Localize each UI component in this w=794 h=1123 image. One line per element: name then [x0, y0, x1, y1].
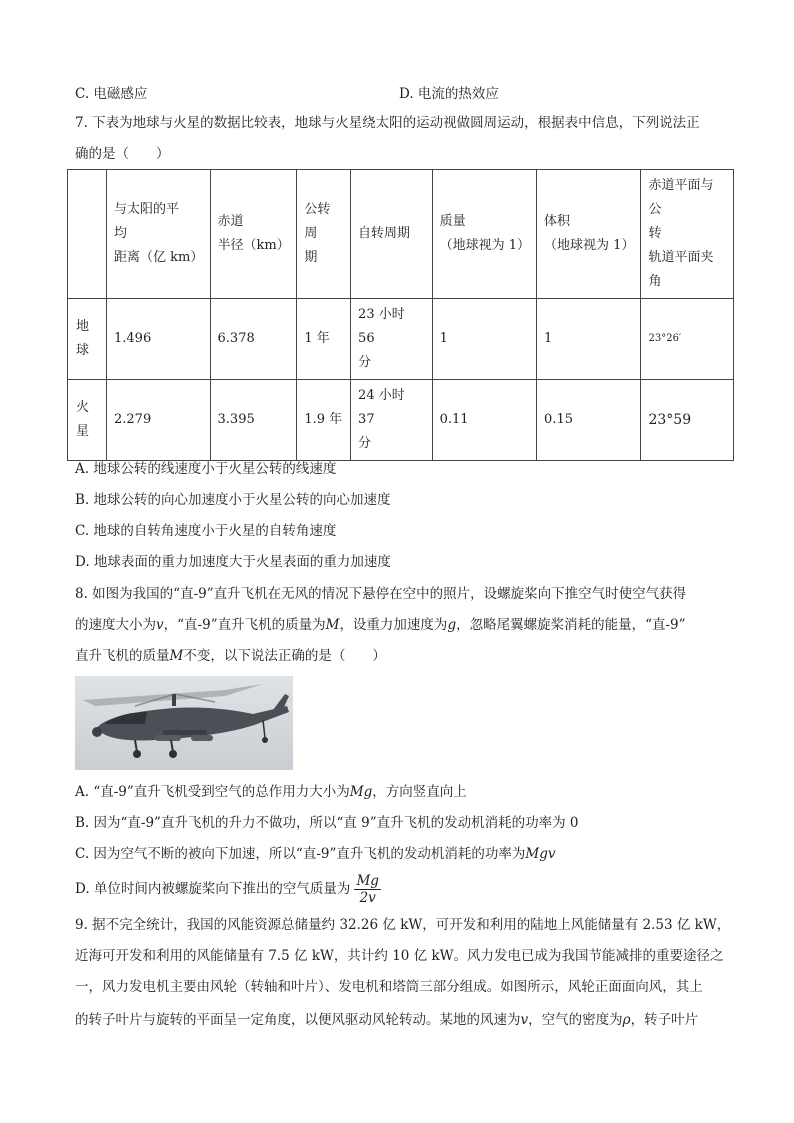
q8-option-d: D. 单位时间内被螺旋桨向下推出的空气质量为 $\frac{Mg}{2v}$	[75, 873, 379, 906]
q7-option-c: C. 地球的自转角速度小于火星的自转角速度	[75, 523, 337, 539]
helicopter-photo	[75, 676, 293, 770]
fraction-mg-over-2v: $\frac{Mg}{2v}$	[356, 873, 379, 906]
header-mass: 质量 （地球视为 1）	[432, 170, 536, 299]
q7-option-d: D. 地球表面的重力加速度大于火星表面的重力加速度	[75, 554, 391, 570]
cell-distance: 2.279	[107, 380, 211, 461]
header-distance: 与太阳的平 均 距离（亿 km）	[107, 170, 211, 299]
q8-option-c: C. 因为空气不断的被向下加速，所以“直-9”直升飞机的发动机消耗的功率为Mgv	[75, 846, 556, 862]
q8-stem-line2: 的速度大小为v，“直-9”直升飞机的质量为M，设重力加速度为g，忽略尾翼螺旋桨消耗的能量，“直-9”	[75, 617, 686, 633]
cell-period: 1 年	[297, 299, 351, 380]
q9-line2: 近海可开发和利用的风能储量有 7.5 亿 kW，共计约 10 亿 kW。风力发电已成为我国节能减排的重要途径之	[75, 948, 724, 964]
q7-option-b: B. 地球公转的向心加速度小于火星公转的向心加速度	[75, 492, 391, 508]
header-tilt: 赤道平面与公 转 轨道平面夹角	[641, 170, 734, 299]
row-label-mars: 火 星	[68, 380, 107, 461]
table-row-earth	[68, 299, 734, 380]
q8-stem-line1: 8. 如图为我国的“直-9”直升飞机在无风的情况下悬停在空中的照片，设螺旋桨向下推空气时使空气获得	[75, 586, 687, 602]
table-header-row	[68, 170, 734, 299]
q7-stem-line2: 确的是（ ）	[75, 146, 170, 162]
header-period: 公转周 期	[297, 170, 351, 299]
cell-radius: 3.395	[210, 380, 297, 461]
cell-tilt: 23°26′	[641, 299, 734, 380]
q8-stem-line3: 直升飞机的质量M不变，以下说法正确的是（ ）	[75, 648, 386, 664]
cell-volume: 0.15	[537, 380, 641, 461]
q8-option-a: A. “直-9”直升飞机受到空气的总作用力大小为Mg，方向竖直向上	[75, 784, 467, 800]
header-rotation: 自转周期	[351, 170, 433, 299]
q7-stem-line1: 7. 下表为地球与火星的数据比较表，地球与火星绕太阳的运动视做圆周运动，根据表中信息，下列说法正	[75, 115, 700, 131]
earth-mars-table	[67, 169, 734, 461]
cell-rotation: 23 小时 56 分	[351, 299, 433, 380]
q7-option-a: A. 地球公转的线速度小于火星公转的线速度	[75, 461, 337, 477]
row-label-earth: 地 球	[68, 299, 107, 380]
table-header-empty	[68, 170, 107, 299]
cell-radius: 6.378	[210, 299, 297, 380]
cell-distance: 1.496	[107, 299, 211, 380]
q6-option-c: C. 电磁感应	[75, 86, 148, 102]
cell-tilt: 23°59	[641, 380, 734, 461]
q8-option-b: B. 因为“直-9”直升飞机的升力不做功，所以“直 9”直升飞机的发动机消耗的功率为 0	[75, 815, 579, 831]
header-radius: 赤道 半径（km）	[210, 170, 297, 299]
q9-line4: 的转子叶片与旋转的平面呈一定角度，以便风驱动风轮转动。某地的风速为v，空气的密度为ρ，转子叶片	[75, 1012, 699, 1028]
cell-rotation: 24 小时 37 分	[351, 380, 433, 461]
q6-option-d: D. 电流的热效应	[399, 86, 499, 102]
cell-mass: 1	[432, 299, 536, 380]
cell-mass: 0.11	[432, 380, 536, 461]
q9-line1: 9. 据不完全统计，我国的风能资源总储量约 32.26 亿 kW，可开发和利用的陆地上风能储量有 2.53 亿 kW，	[75, 917, 731, 933]
q9-line3: 一，风力发电机主要由风轮（转轴和叶片）、发电机和塔筒三部分组成。如图所示，风轮正面面向风，其上	[75, 979, 703, 995]
cell-volume: 1	[537, 299, 641, 380]
header-volume: 体积 （地球视为 1）	[537, 170, 641, 299]
cell-period: 1.9 年	[297, 380, 351, 461]
table-row-mars	[68, 380, 734, 461]
